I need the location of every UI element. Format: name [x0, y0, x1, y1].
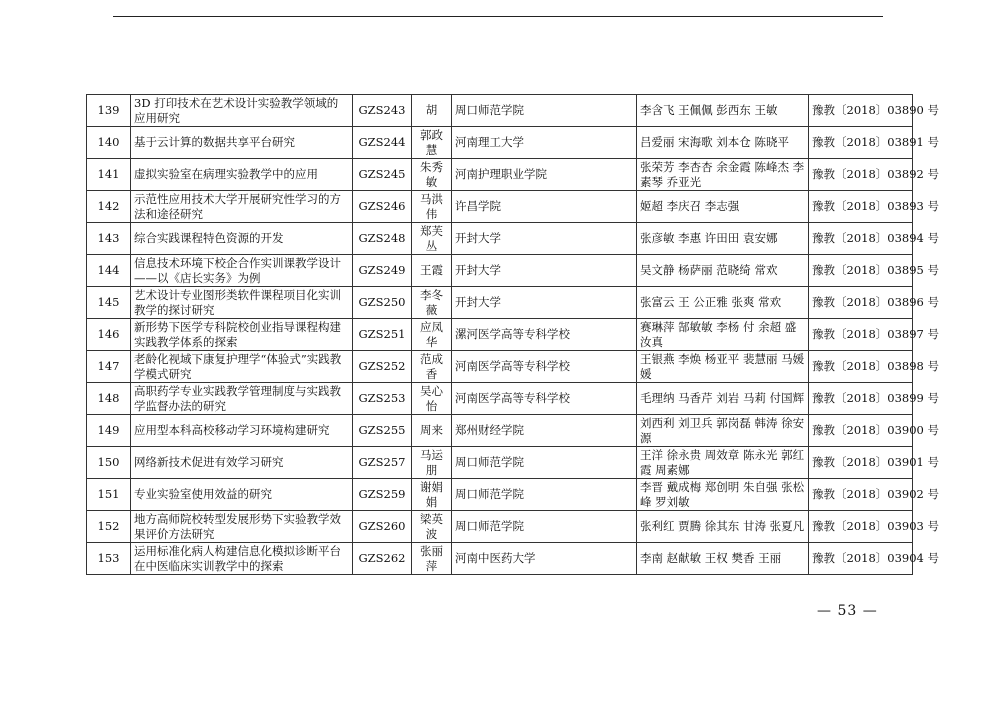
table-row [87, 127, 913, 159]
row-number: 145 [87, 287, 131, 319]
member-names: 王洋 徐永贵 周效章 陈永光 郭红霞 周素娜 [637, 447, 809, 479]
document-number: 豫教〔2018〕03893 号 [809, 191, 913, 223]
host-name: 朱秀敏 [412, 159, 452, 191]
host-name: 范成香 [412, 351, 452, 383]
project-table [86, 94, 940, 575]
project-code: GZS243 [353, 95, 412, 127]
row-number: 149 [87, 415, 131, 447]
table-row [87, 159, 913, 191]
member-names: 吕爱丽 宋海歌 刘本仓 陈晓平 [637, 127, 809, 159]
project-code: GZS250 [353, 287, 412, 319]
project-code: GZS262 [353, 543, 412, 575]
project-code: GZS255 [353, 415, 412, 447]
unit-name: 周口师范学院 [452, 511, 637, 543]
project-title: 老龄化视域下康复护理学“体验式”实践教学模式研究 [131, 351, 353, 383]
table-row [87, 319, 913, 351]
row-number: 142 [87, 191, 131, 223]
host-name: 谢娟娟 [412, 479, 452, 511]
project-title: 地方高师院校转型发展形势下实验教学效果评价方法研究 [131, 511, 353, 543]
row-number: 151 [87, 479, 131, 511]
row-number: 143 [87, 223, 131, 255]
project-title: 专业实验室使用效益的研究 [131, 479, 353, 511]
member-names: 李含飞 王佩佩 彭西东 王敏 [637, 95, 809, 127]
unit-name: 河南医学高等专科学校 [452, 351, 637, 383]
project-title: 新形势下医学专科院校创业指导课程构建实践教学体系的探索 [131, 319, 353, 351]
project-code: GZS244 [353, 127, 412, 159]
project-code: GZS257 [353, 447, 412, 479]
project-code: GZS246 [353, 191, 412, 223]
table-row [87, 191, 913, 223]
row-number: 140 [87, 127, 131, 159]
row-number: 147 [87, 351, 131, 383]
document-number: 豫教〔2018〕03891 号 [809, 127, 913, 159]
member-names: 张利红 贾腾 徐其东 甘涛 张夏凡 [637, 511, 809, 543]
row-number: 146 [87, 319, 131, 351]
unit-name: 周口师范学院 [452, 479, 637, 511]
project-title: 3D 打印技术在艺术设计实验教学领域的应用研究 [131, 95, 353, 127]
row-number: 141 [87, 159, 131, 191]
unit-name: 开封大学 [452, 223, 637, 255]
row-number: 152 [87, 511, 131, 543]
project-title: 高职药学专业实践教学管理制度与实践教学监督办法的研究 [131, 383, 353, 415]
table-row [87, 383, 913, 415]
document-number: 豫教〔2018〕03897 号 [809, 319, 913, 351]
member-names: 赛琳萍 郜敏敏 李杨 付 余超 盛汝真 [637, 319, 809, 351]
unit-name: 漯河医学高等专科学校 [452, 319, 637, 351]
project-title: 运用标准化病人构建信息化模拟诊断平台在中医临床实训教学中的探索 [131, 543, 353, 575]
table-row [87, 223, 913, 255]
document-number: 豫教〔2018〕03903 号 [809, 511, 913, 543]
row-number: 144 [87, 255, 131, 287]
document-number: 豫教〔2018〕03902 号 [809, 479, 913, 511]
unit-name: 河南理工大学 [452, 127, 637, 159]
table-row [87, 287, 913, 319]
unit-name: 开封大学 [452, 287, 637, 319]
document-number: 豫教〔2018〕03895 号 [809, 255, 913, 287]
document-number: 豫教〔2018〕03890 号 [809, 95, 913, 127]
row-number: 148 [87, 383, 131, 415]
member-names: 吴文静 杨萨丽 范晓绮 常欢 [637, 255, 809, 287]
member-names: 张彦敏 李惠 许田田 袁安娜 [637, 223, 809, 255]
unit-name: 开封大学 [452, 255, 637, 287]
project-code: GZS252 [353, 351, 412, 383]
unit-name: 河南医学高等专科学校 [452, 383, 637, 415]
member-names: 张荣芳 李杏杏 余金霞 陈峰杰 李素琴 乔亚光 [637, 159, 809, 191]
table-row [87, 255, 913, 287]
member-names: 毛理纳 马香芹 刘岩 马莉 付国辉 [637, 383, 809, 415]
host-name: 马洪伟 [412, 191, 452, 223]
table-row [87, 543, 913, 575]
member-names: 刘西利 刘卫兵 郭岗磊 韩涛 徐安源 [637, 415, 809, 447]
host-name: 张丽萍 [412, 543, 452, 575]
unit-name: 周口师范学院 [452, 447, 637, 479]
project-code: GZS259 [353, 479, 412, 511]
row-number: 139 [87, 95, 131, 127]
project-code: GZS253 [353, 383, 412, 415]
host-name: 郑芙丛 [412, 223, 452, 255]
project-code: GZS249 [353, 255, 412, 287]
document-number: 豫教〔2018〕03900 号 [809, 415, 913, 447]
project-code: GZS260 [353, 511, 412, 543]
project-code: GZS251 [353, 319, 412, 351]
document-number: 豫教〔2018〕03896 号 [809, 287, 913, 319]
unit-name: 郑州财经学院 [452, 415, 637, 447]
host-name: 应凤华 [412, 319, 452, 351]
host-name: 胡 [412, 95, 452, 127]
row-number: 150 [87, 447, 131, 479]
table-row [87, 479, 913, 511]
row-number: 153 [87, 543, 131, 575]
member-names: 姬超 李庆召 李志强 [637, 191, 809, 223]
document-number: 豫教〔2018〕03899 号 [809, 383, 913, 415]
document-number: 豫教〔2018〕03904 号 [809, 543, 913, 575]
page-number: — 53 — [817, 603, 878, 619]
document-number: 豫教〔2018〕03892 号 [809, 159, 913, 191]
host-name: 郭政慧 [412, 127, 452, 159]
member-names: 李南 赵献敏 王权 樊香 王丽 [637, 543, 809, 575]
host-name: 周来 [412, 415, 452, 447]
table-row [87, 351, 913, 383]
project-code: GZS245 [353, 159, 412, 191]
project-title: 综合实践课程特色资源的开发 [131, 223, 353, 255]
header-rule [113, 16, 883, 17]
table-row [87, 95, 913, 127]
project-title: 虚拟实验室在病理实验教学中的应用 [131, 159, 353, 191]
host-name: 马运朋 [412, 447, 452, 479]
project-title: 信息技术环境下校企合作实训课教学设计——以《店长实务》为例 [131, 255, 353, 287]
table-row [87, 415, 913, 447]
table-row [87, 511, 913, 543]
project-title: 示范性应用技术大学开展研究性学习的方法和途径研究 [131, 191, 353, 223]
project-title: 网络新技术促进有效学习研究 [131, 447, 353, 479]
host-name: 梁英波 [412, 511, 452, 543]
document-number: 豫教〔2018〕03894 号 [809, 223, 913, 255]
project-code: GZS248 [353, 223, 412, 255]
unit-name: 河南护理职业学院 [452, 159, 637, 191]
unit-name: 周口师范学院 [452, 95, 637, 127]
unit-name: 许昌学院 [452, 191, 637, 223]
project-title: 应用型本科高校移动学习环境构建研究 [131, 415, 353, 447]
project-title: 基于云计算的数据共享平台研究 [131, 127, 353, 159]
host-name: 吴心怡 [412, 383, 452, 415]
member-names: 王银燕 李焕 杨亚平 裴慧丽 马媛媛 [637, 351, 809, 383]
member-names: 张富云 王 公正雅 张爽 常欢 [637, 287, 809, 319]
unit-name: 河南中医药大学 [452, 543, 637, 575]
document-number: 豫教〔2018〕03901 号 [809, 447, 913, 479]
host-name: 李冬薇 [412, 287, 452, 319]
document-number: 豫教〔2018〕03898 号 [809, 351, 913, 383]
project-title: 艺术设计专业图形类软件课程项目化实训教学的探讨研究 [131, 287, 353, 319]
member-names: 李晋 戴成梅 郑创明 朱自强 张松峰 罗刘敏 [637, 479, 809, 511]
table-row [87, 447, 913, 479]
host-name: 王霞 [412, 255, 452, 287]
